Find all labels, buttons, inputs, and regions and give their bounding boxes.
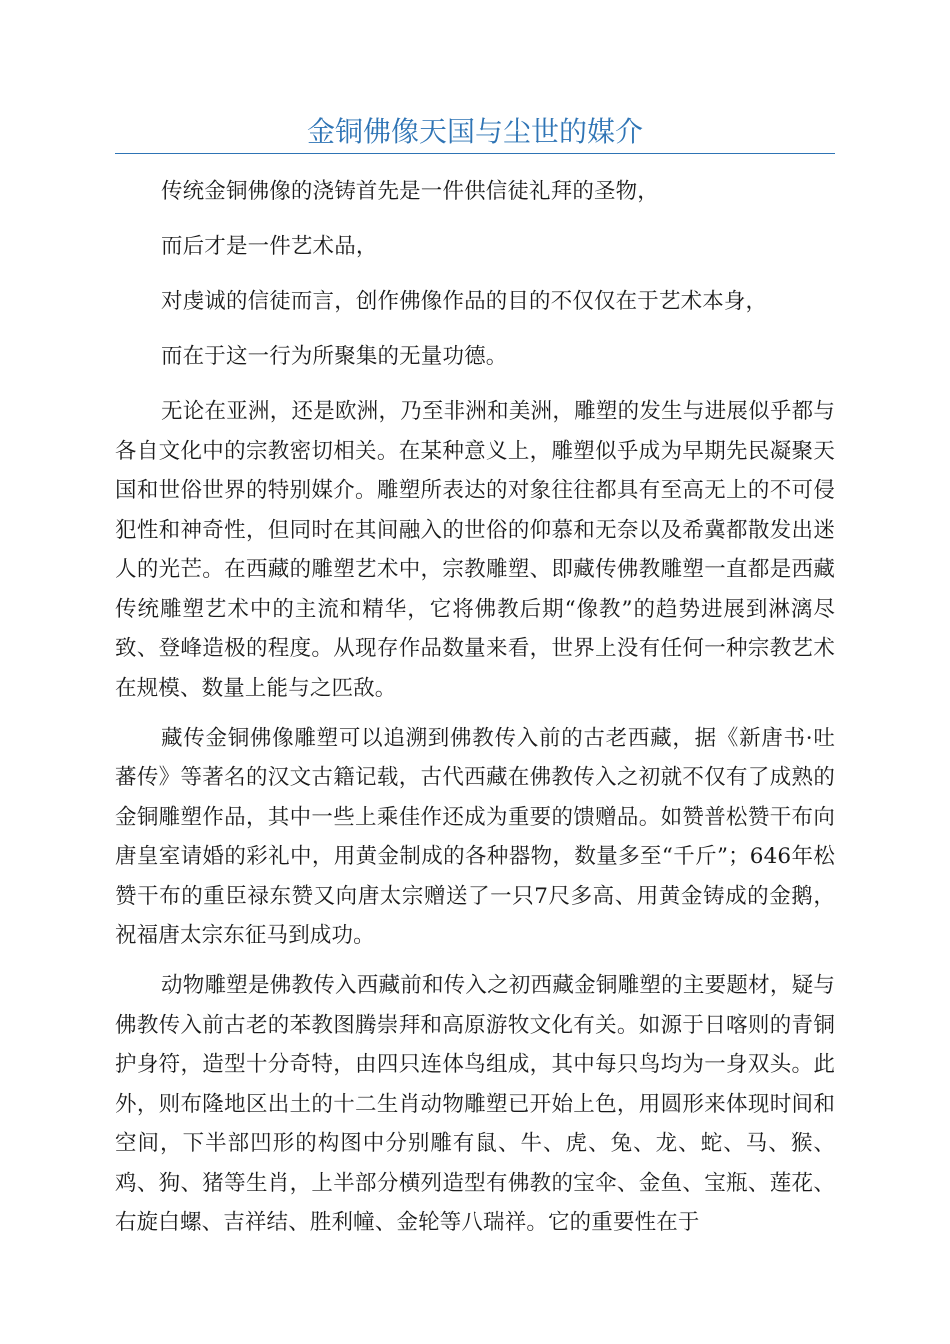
title-underline	[115, 153, 835, 154]
paragraph-2: 而后才是一件艺术品，	[161, 234, 378, 259]
paragraph-3: 对虔诚的信徒而言，创作佛像作品的目的不仅仅在于艺术本身，	[161, 289, 768, 314]
paragraph-4: 而在于这一行为所聚集的无量功德。	[161, 344, 508, 369]
paragraph-1: 传统金铜佛像的浇铸首先是一件供信徒礼拜的圣物，	[161, 179, 659, 204]
paragraph-6: 藏传金铜佛像雕塑可以追溯到佛教传入前的古老西藏，据《新唐书·吐蕃传》等著名的汉文古籍记载，古代西藏在佛教传入之初就不仅有了成熟的金铜雕塑作品，其中一些上乘佳作还成为重要的馈赠品。如赞普松赞干布向唐皇室请婚的彩礼中，用黄金制成的各种器物，数量多至“千斤”；646年松赞干布的重臣禄东赞又向唐太宗赠送了一只7尺多高、用黄金铸成的金鹅，祝福唐太宗东征马到成功。	[115, 725, 835, 948]
paragraph-5: 无论在亚洲，还是欧洲，乃至非洲和美洲，雕塑的发生与进展似乎都与各自文化中的宗教密切相关。在某种意义上，雕塑似乎成为早期先民凝聚天国和世俗世界的特别媒介。雕塑所表达的对象往往都具有至高无上的不可侵犯性和神奇性，但同时在其间融入的世俗的仰慕和无奈以及希冀都散发出迷人的光芒。在西藏的雕塑艺术中，宗教雕塑、即藏传佛教雕塑一直都是西藏传统雕塑艺术中的主流和精华，它将佛教后期“像教”的趋势进展到淋漓尽致、登峰造极的程度。从现存作品数量来看，世界上没有任何一种宗教艺术在规模、数量上能与之匹敌。	[115, 399, 835, 701]
page-title: 金铜佛像天国与尘世的媒介	[306, 115, 643, 148]
document-body	[115, 172, 835, 1253]
paragraph-7: 动物雕塑是佛教传入西藏前和传入之初西藏金铜雕塑的主要题材，疑与佛教传入前古老的苯教图腾崇拜和高原游牧文化有关。如源于日喀则的青铜护身符，造型十分奇特，由四只连体鸟组成，其中每只鸟均为一身双头。此外，则布隆地区出土的十二生肖动物雕塑已开始上色，用圆形来体现时间和空间，下半部凹形的构图中分别雕有鼠、牛、虎、兔、龙、蛇、马、猴、鸡、狗、猪等生肖，上半部分横列造型有佛教的宝伞、金鱼、宝瓶、莲花、右旋白螺、吉祥结、胜利幢、金轮等八瑞祥。它的重要性在于	[115, 973, 835, 1235]
